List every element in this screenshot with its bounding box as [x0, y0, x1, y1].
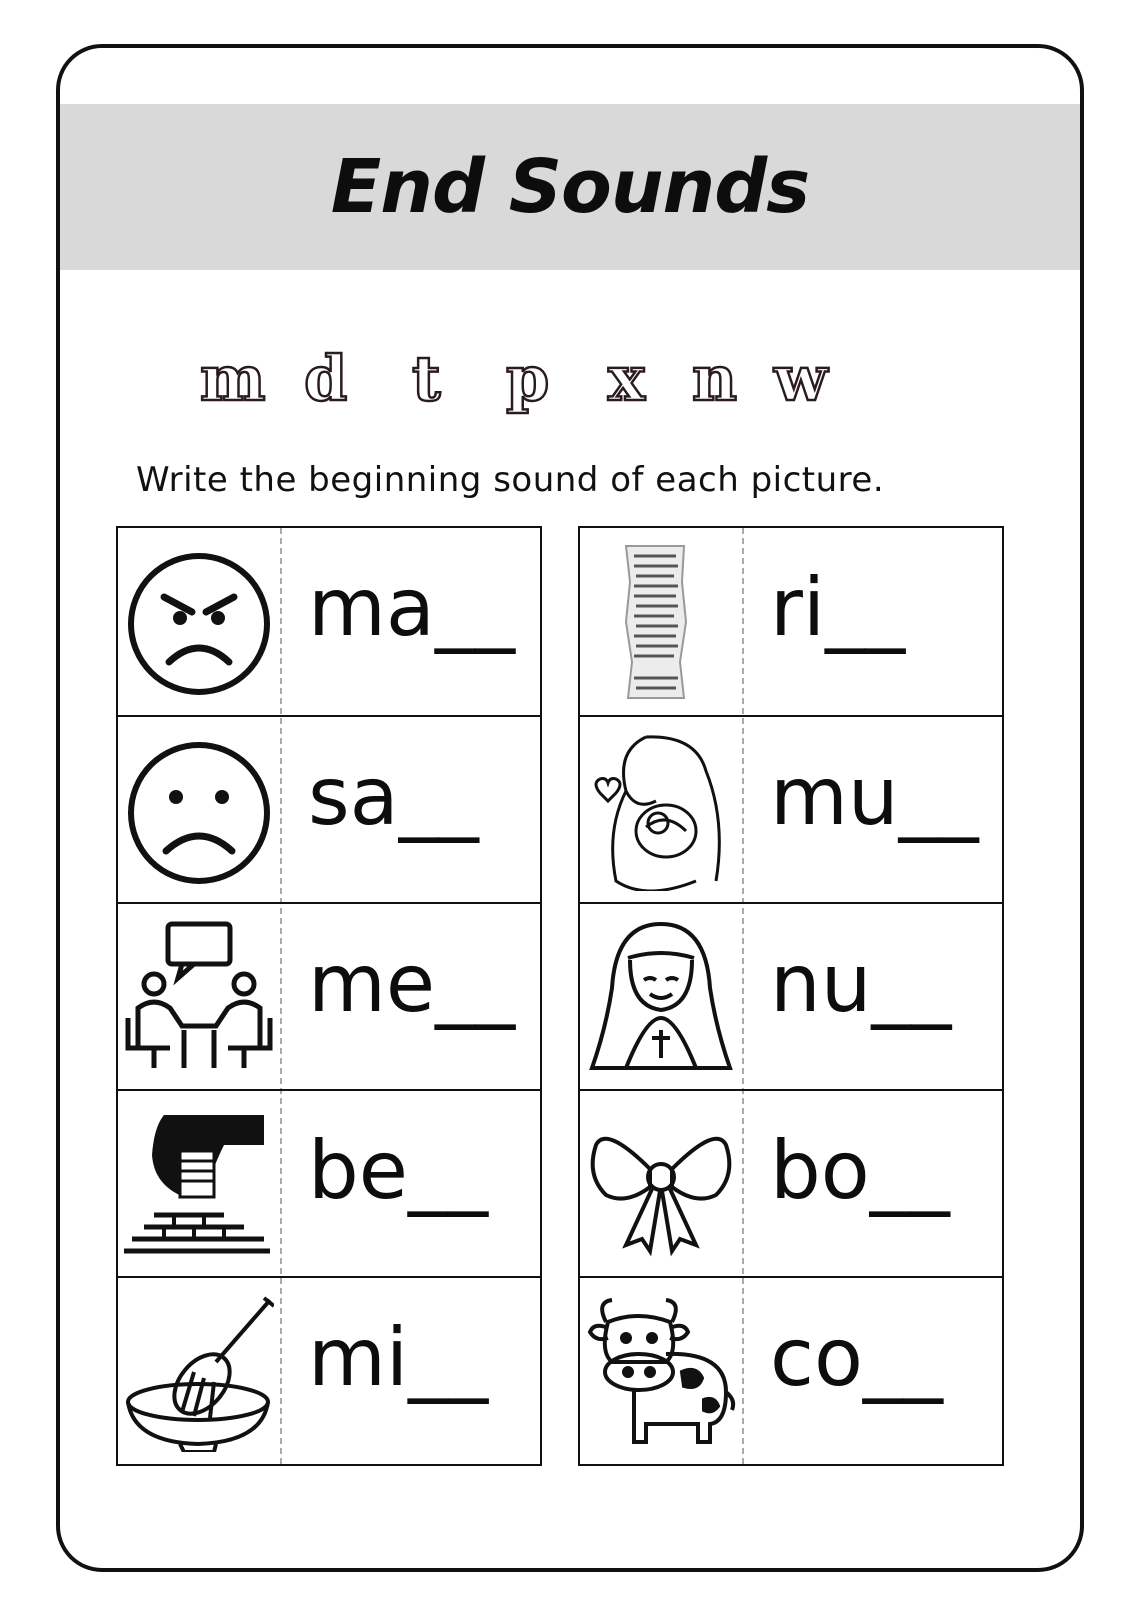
- word-prompt: ri__: [770, 561, 906, 654]
- sad-face-icon: [124, 723, 274, 898]
- mother-baby-icon: [586, 723, 736, 898]
- word-prompt: ma__: [308, 561, 515, 654]
- letter-bank: [200, 342, 920, 448]
- nun-icon: [586, 910, 736, 1085]
- word-prompt: sa__: [308, 750, 479, 843]
- word-cell: [580, 902, 1002, 1089]
- cow-icon: [586, 1284, 736, 1459]
- word-cell: [118, 1276, 540, 1463]
- letter-bank-item: w: [774, 342, 828, 415]
- word-prompt: nu__: [770, 937, 952, 1030]
- whisk-bowl-icon: [124, 1284, 274, 1459]
- page-title: End Sounds: [330, 144, 810, 230]
- letter-bank-item: d: [304, 342, 348, 415]
- word-cell: [580, 528, 1002, 715]
- letter-bank-item: m: [200, 342, 266, 415]
- word-prompt: me__: [308, 937, 516, 1030]
- word-cell: [580, 1276, 1002, 1463]
- word-cell: [118, 1089, 540, 1276]
- word-prompt: mu__: [770, 750, 979, 843]
- word-cell: [580, 1089, 1002, 1276]
- bricklaying-hand-icon: [124, 1097, 274, 1272]
- bow-icon: [586, 1097, 736, 1272]
- letter-bank-item: x: [608, 342, 645, 415]
- word-cell: [580, 715, 1002, 902]
- word-prompt: be__: [308, 1124, 488, 1217]
- instruction-text: Write the beginning sound of each picture.: [136, 460, 885, 500]
- worksheet-frame: [56, 44, 1084, 1572]
- word-prompt: bo__: [770, 1124, 950, 1217]
- letter-bank-item: p: [506, 342, 550, 415]
- torn-paper-strip-icon: [586, 534, 736, 709]
- right-word-column: [578, 526, 1004, 1466]
- meeting-icon: [124, 910, 274, 1085]
- letter-bank-item: t: [412, 342, 441, 415]
- word-cell: [118, 528, 540, 715]
- left-word-column: [116, 526, 542, 1466]
- title-band: [60, 104, 1080, 270]
- word-prompt: co__: [770, 1311, 943, 1404]
- word-cell: [118, 902, 540, 1089]
- angry-face-icon: [124, 534, 274, 709]
- word-cell: [118, 715, 540, 902]
- letter-bank-item: n: [692, 342, 738, 415]
- word-prompt: mi__: [308, 1311, 489, 1404]
